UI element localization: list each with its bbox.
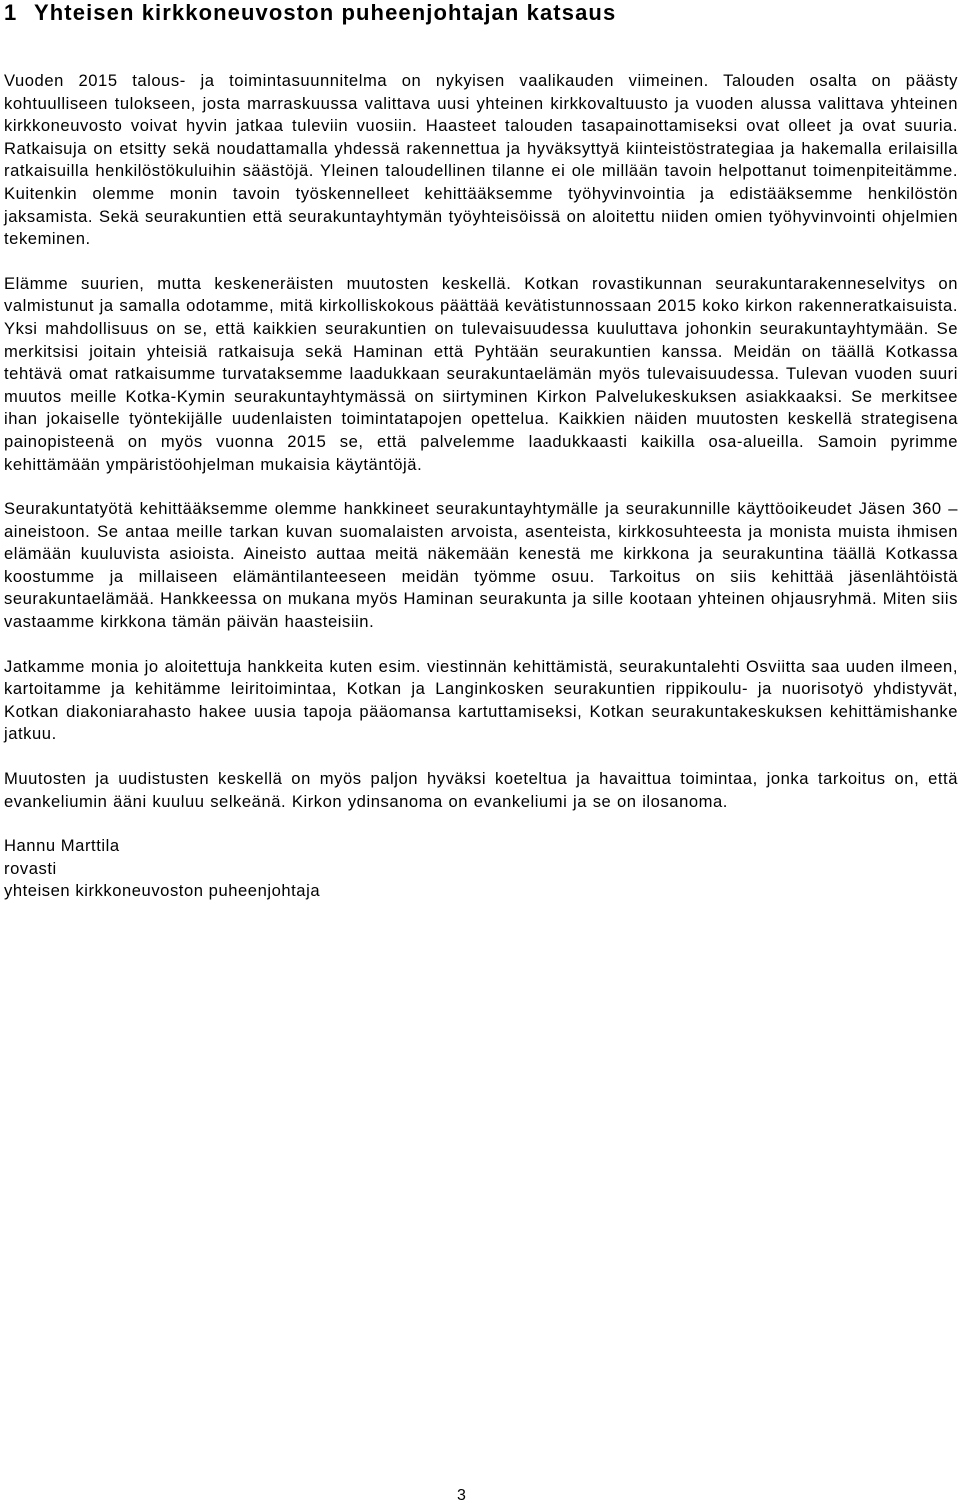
section-heading bbox=[4, 0, 616, 26]
paragraph-changes: Elämme suurien, mutta keskeneräisten muutosten keskellä. Kotkan rovastikunnan seurakuntarakenneselvitys on valmistunut ja samalla odotamme, mitä kirkolliskokous päättää kevätistunnossaan 2015 koko kirkon rakenneratkaisuista. Yksi mahdollisuus on se, että kaikkien seurakuntien on tulevaisuudessa kuuluttava johonkin seurakuntayhtymään. Se merkitsisi joitain yhteisiä ratkaisuja sekä Haminan että Pyhtään seurakuntien kanssa. Meidän on täällä Kotkassa tehtävä omat ratkaisumme turvataksemme laadukkaan seurakuntaelämän myös tulevaisuudessa. Tulevan vuoden suuri muutos meille Kotka-Kymin seurakuntayhtymässä on siirtyminen Kirkon Palvelukeskuksen asiakkaaksi. Se merkitsee ihan jokaiselle työntekijälle uudenlaisten toimintatapojen opettelua. Kaikkien näiden muutosten keskellä strategisena painopisteenä on myös vuonna 2015 se, että palvelemme laadukkaasti kaikilla osa-alueilla. Samoin pyrimme kehittämään ympäristöohjelman mukaisia käytäntöjä. bbox=[4, 273, 958, 474]
paragraph-projects: Jatkamme monia jo aloitettuja hankkeita kuten esim. viestinnän kehittämistä, seurakuntalehti Osviitta saa uuden ilmeen, kartoitamme ja kehitämme leiritoimintaa, Kotkan ja Langinkosken seurakuntien rippikoulu- ja nuorisotyö yhdistyvät, Kotkan diakoniarahasto hakee uusia tapoja pääomansa kartuttamiseksi, Kotkan seurakuntakeskuksen kehittämishanke jatkuu. bbox=[4, 656, 958, 744]
paragraph-gospel: Muutosten ja uudistusten keskellä on myös paljon hyväksi koeteltua ja havaittua toimintaa, jonka tarkoitus on, että evankeliumin ääni kuuluu selkeänä. Kirkon ydinsanoma on evankeliumi ja se on ilosanoma. bbox=[4, 769, 958, 811]
paragraph-finance: Vuoden 2015 talous- ja toimintasuunnitelma on nykyisen vaalikauden viimeinen. Talouden osalta on päästy kohtuulliseen tulokseen, josta marraskuussa valittava uusi yhteinen kirkkovaltuusto ja vuoden alussa valittava yhteinen kirkkoneuvosto voivat hyvin jatkaa tuleviin vuosiin. Haasteet talouden tasapainottamiseksi ovat olleet ja ovat suuria. Ratkaisuja on etsitty sekä noudattamalla yhdessä rakennettua ja hyväksyttyä kiinteistöstrategiaa ja hakemalla erilaisilla ratkaisuilla henkilöstökuluihin säästöjä. Yleinen taloudellinen tilanne ei ole millään tavoin helpottanut toimenpiteitämme. Kuitenkin olemme monin tavoin työskennelleet kehittääksemme työhyvinvointia ja edistääksemme henkilöstön jaksamista. Sekä seurakuntien että seurakuntayhtymän työyhteisöissä on aloitettu niiden omien työhyvinvointi ohjelmien tekeminen. bbox=[4, 71, 958, 249]
signature-block bbox=[4, 835, 958, 903]
section-number: 1 bbox=[4, 0, 18, 25]
section-title: Yhteisen kirkkoneuvoston puheenjohtajan katsaus bbox=[34, 0, 617, 25]
signer-name: Hannu Marttila bbox=[4, 836, 120, 856]
page-number: 3 bbox=[457, 1487, 466, 1504]
body-text bbox=[4, 70, 958, 903]
signer-title: rovasti bbox=[4, 858, 57, 878]
paragraph-member-data: Seurakuntatyötä kehittääksemme olemme hankkineet seurakuntayhtymälle ja seurakunnille käyttöoikeudet Jäsen 360 – aineistoon. Se antaa meille tarkan kuvan suomalaisten arvoista, asenteista, kirkkosuhteesta ja monista muista ihmisen elämään kuuluvista asioista. Aineisto auttaa meitä näkemään kenestä me kirkkona ja seurakuntina täällä Kotkassa koostumme ja millaiseen elämäntilanteeseen meidän työmme osuu. Tarkoitus on siis kehittää jäsenlähtöistä seurakuntaelämää. Hankkeessa on mukana myös Haminan seurakunta ja sille kootaan yhteinen ohjausryhmä. Miten siis vastaamme kirkkona tämän päivän haasteisiin. bbox=[4, 499, 958, 632]
signer-role: yhteisen kirkkoneuvoston puheenjohtaja bbox=[4, 881, 321, 901]
